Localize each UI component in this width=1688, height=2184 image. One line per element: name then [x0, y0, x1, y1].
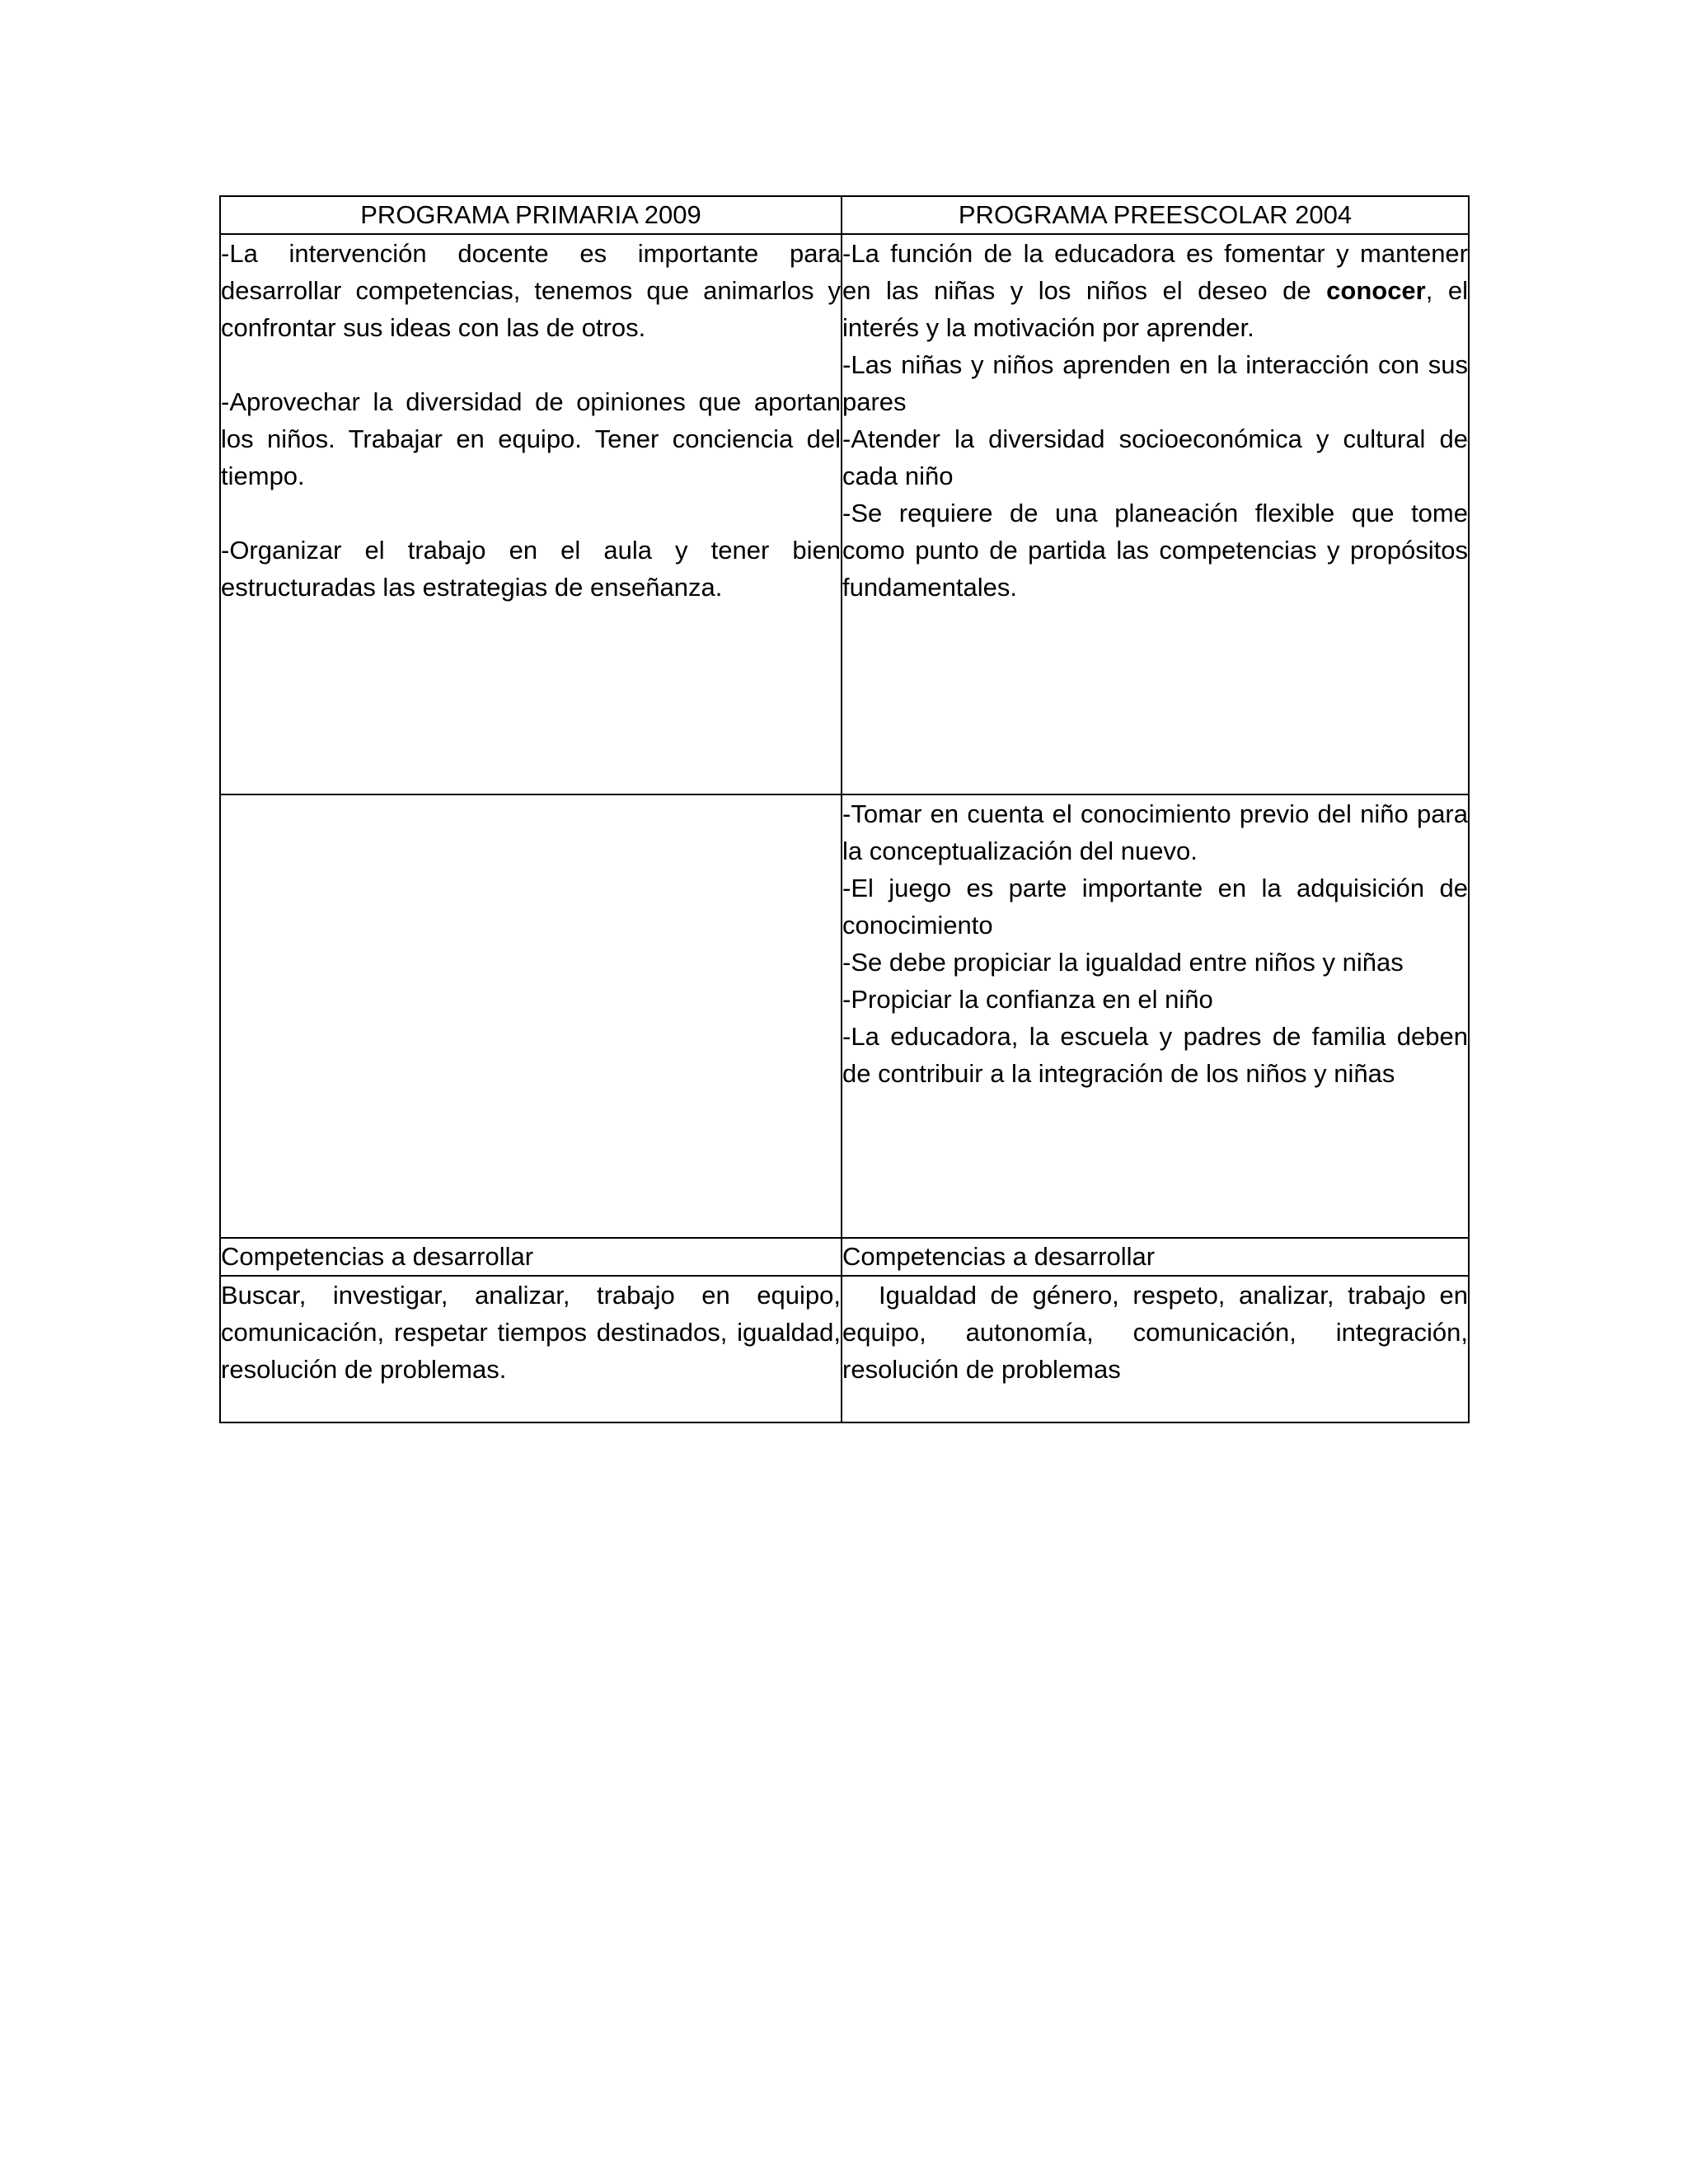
competencias-preescolar — [842, 1276, 1469, 1422]
bold-keyword: conocer — [1326, 276, 1426, 305]
preescolar-item: -Las niñas y niños aprenden en la interacción con sus pares — [842, 350, 1468, 416]
preescolar-extra-item: -El juego es parte importante en la adquisición de conocimiento — [842, 874, 1468, 940]
preescolar-extra-item: -La educadora, la escuela y padres de familia deben de contribuir a la integración de los niños y niñas — [842, 1022, 1468, 1088]
primaria-item: -La intervención docente es importante para desarrollar competencias, tenemos que animarlos y confrontar sus ideas con las de otros. — [221, 239, 841, 342]
header-primaria-text: PROGRAMA PRIMARIA 2009 — [360, 200, 701, 229]
preescolar-item: -Atender la diversidad socioeconómica y cultural de cada niño — [842, 424, 1468, 490]
competencias-preescolar-text: Igualdad de género, respeto, analizar, trabajo en equipo, autonomía, comunicación, integración, resolución de problemas — [842, 1281, 1468, 1384]
preescolar-extra-cell — [842, 794, 1469, 1238]
preescolar-item: -Se requiere de una planeación flexible que tome como punto de partida las competencias y propósitos fundamentales. — [842, 499, 1468, 602]
header-preescolar-text: PROGRAMA PREESCOLAR 2004 — [958, 200, 1353, 229]
preescolar-first-text-end: , el interés y la motivación por aprender. — [842, 276, 1469, 342]
main-row — [220, 234, 1469, 794]
preescolar-extra-item: -Se debe propiciar la igualdad entre niños y niñas — [842, 948, 1404, 977]
header-primaria — [220, 196, 842, 234]
preescolar-extra-item: -Tomar en cuenta el conocimiento previo del niño para la conceptualización del nuevo. — [842, 799, 1468, 865]
extra-row — [220, 794, 1469, 1238]
paragraph-gap — [221, 346, 841, 383]
competencias-primaria — [220, 1276, 842, 1422]
competencias-label-primaria: Competencias a desarrollar — [220, 1238, 842, 1276]
competencias-primaria-text: Buscar, investigar, analizar, trabajo en equipo, comunicación, respetar tiempos destinados, igualdad, resolución de problemas. — [221, 1281, 841, 1384]
header-preescolar — [842, 196, 1469, 234]
competencias-label-row — [220, 1238, 1469, 1276]
competencias-label-preescolar: Competencias a desarrollar — [842, 1238, 1469, 1276]
comparison-table — [219, 195, 1470, 1423]
preescolar-cell — [842, 234, 1469, 794]
primaria-item: -Organizar el trabajo en el aula y tener bien estructuradas las estrategias de enseñanza. — [221, 536, 841, 602]
primaria-item: -Aprovechar la diversidad de opiniones que aportan los niños. Trabajar en equipo. Tener conciencia del tiempo. — [221, 387, 841, 490]
primaria-cell — [220, 234, 842, 794]
competencias-body-row — [220, 1276, 1469, 1422]
paragraph-gap — [221, 494, 841, 532]
header-row — [220, 196, 1469, 234]
empty-primaria-cell — [220, 794, 842, 1238]
preescolar-first-text: -La función de la educadora es fomentar y mantener en las niñas y los niños el deseo de — [842, 239, 1468, 305]
preescolar-first-item — [842, 235, 1468, 346]
preescolar-extra-item: -Propiciar la confianza en el niño — [842, 985, 1213, 1014]
